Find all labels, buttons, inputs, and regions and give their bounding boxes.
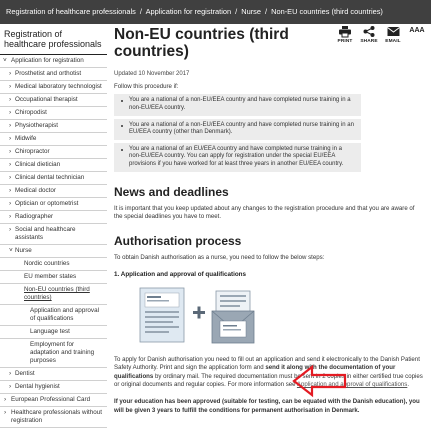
authorisation-heading: Authorisation process <box>114 234 242 249</box>
sidebar-item[interactable] <box>0 172 107 185</box>
chevron-right-icon: › <box>4 396 7 403</box>
breadcrumb-item[interactable]: Nurse <box>241 7 261 16</box>
sidebar-item[interactable] <box>0 271 107 284</box>
sidebar-item[interactable] <box>0 224 107 245</box>
print-button[interactable] <box>333 26 357 44</box>
chevron-right-icon: › <box>9 70 12 77</box>
chevron-right-icon: › <box>9 96 12 103</box>
sidebar-item[interactable] <box>0 245 107 258</box>
sidebar-item[interactable] <box>0 258 107 271</box>
chevron-right-icon: › <box>9 200 12 207</box>
sidebar-item[interactable] <box>0 305 107 326</box>
sidebar-item[interactable] <box>0 339 107 368</box>
list-item: You are a national of a non-EU/EEA country and have completed nurse training in an EU/EEA country (other than Denmark). <box>114 119 361 140</box>
sidebar-item[interactable] <box>0 133 107 146</box>
sidebar-item[interactable] <box>0 394 107 407</box>
breadcrumb-separator: / <box>265 7 268 16</box>
breadcrumb-separator: / <box>235 7 238 16</box>
apply-text-bold: send it along with the documentation of your qualifications <box>114 364 396 380</box>
sidebar-item-label: EU member states <box>24 273 77 280</box>
documents-icon <box>114 285 264 347</box>
sidebar-item-label: Midwife <box>15 135 37 142</box>
step-heading: 1. Application and approval of qualifications <box>114 270 247 278</box>
news-heading: News and deadlines <box>114 184 229 199</box>
sidebar-item[interactable] <box>0 68 107 81</box>
chevron-right-icon: › <box>9 83 12 90</box>
sidebar-item-label: Language test <box>30 328 70 335</box>
sidebar-item-label: Optician or optometrist <box>15 200 79 207</box>
sidebar-item-label: Dentist <box>15 370 35 377</box>
sidebar-item[interactable] <box>0 120 107 133</box>
text-size-button[interactable] <box>405 26 429 35</box>
sidebar-item-label: Healthcare professionals without registration <box>11 409 103 424</box>
print-icon <box>339 26 351 37</box>
sidebar-item[interactable] <box>0 198 107 211</box>
sidebar <box>0 26 107 428</box>
breadcrumb-separator: / <box>139 7 142 16</box>
email-label: EMAIL <box>385 39 401 44</box>
sidebar-item[interactable] <box>0 284 107 305</box>
sidebar-item[interactable] <box>0 159 107 172</box>
sidebar-item[interactable] <box>0 185 107 198</box>
sidebar-item[interactable] <box>0 381 107 394</box>
sidebar-item-label: Medical laboratory technologist <box>15 83 102 90</box>
share-label: SHARE <box>360 39 378 44</box>
follow-text: Follow this procedure if: <box>114 83 179 90</box>
page-title: Non-EU countries (third countries) <box>114 26 289 60</box>
chevron-down-icon: ˅ <box>3 57 7 64</box>
sidebar-item-label: Nordic countries <box>24 260 70 267</box>
breadcrumb-item[interactable]: Application for registration <box>145 7 232 16</box>
chevron-right-icon: › <box>9 109 12 116</box>
sidebar-item-label: Employment for adaptation and training purposes <box>30 341 95 364</box>
main-content <box>114 26 424 415</box>
sidebar-item-label: Dental hygienist <box>15 383 60 390</box>
sidebar-item-label: Non-EU countries (third countries) <box>24 286 90 301</box>
sidebar-item-label: Chiropractor <box>15 148 50 155</box>
apply-text-2: by ordinary mail. The required documentation must be sent in 2 copies in either certified true copies or original documents and regular copies. For more information see <box>114 372 423 388</box>
sidebar-item-label: Application for registration <box>11 57 84 64</box>
sidebar-item[interactable] <box>0 368 107 381</box>
apply-text-1: To apply for Danish authorisation you need to fill out an application and send it electronically to the Danish Patient Safety Authority. Print and sign the application form and <box>114 355 420 372</box>
email-button[interactable] <box>381 26 405 44</box>
news-text: It is important that you keep updated about any changes to the registration procedure and that you are aware of the special deadlines you have to meet. <box>114 204 415 220</box>
sidebar-item-label: Medical doctor <box>15 187 56 194</box>
sidebar-item[interactable] <box>0 55 107 68</box>
approved-text: If your education has been approved (suitable for testing, can be equated with the Danish education), you will be given 3 years to fulfill the conditions for permanent authorisation in Denmark. <box>114 398 420 414</box>
sidebar-item[interactable] <box>0 81 107 94</box>
documents-illustration <box>114 285 424 347</box>
chevron-right-icon: › <box>9 148 12 155</box>
sidebar-item-label: Application and approval of qualifications <box>30 307 99 322</box>
chevron-right-icon: › <box>9 226 12 233</box>
updated-date: Updated 10 November 2017 <box>114 71 190 77</box>
print-label: PRINT <box>337 39 353 44</box>
sidebar-item[interactable] <box>0 107 107 120</box>
sidebar-item[interactable] <box>0 146 107 159</box>
sidebar-item[interactable] <box>0 211 107 224</box>
sidebar-item-label: European Professional Card <box>11 396 91 403</box>
chevron-right-icon: › <box>9 135 12 142</box>
sidebar-item-label: Physiotherapist <box>15 122 59 129</box>
sidebar-item-label: Radiographer <box>15 213 54 220</box>
sidebar-item-label: Nurse <box>15 247 32 254</box>
chevron-right-icon: › <box>9 174 12 181</box>
list-item: You are a national of an EU/EEA country and have completed nurse training in a non-EU/EEA country. You can apply for registration under the special EU/EEA provisions if you have worked for at least three years in another EU/EEA country. <box>114 143 361 172</box>
sidebar-item-label: Prosthetist and orthotist <box>15 70 82 77</box>
chevron-right-icon: › <box>9 213 12 220</box>
sidebar-title[interactable]: Registration of healthcare professionals <box>0 26 107 55</box>
apply-text-end: . <box>407 381 410 388</box>
chevron-right-icon: › <box>9 187 12 194</box>
list-item: You are a national of a non-EU/EEA country and have completed nurse training in a non-EU/EEA country. <box>114 94 361 115</box>
share-button[interactable] <box>357 26 381 44</box>
sidebar-item[interactable] <box>0 94 107 107</box>
authorisation-intro: To obtain Danish authorisation as a nurse, you need to follow the below steps: <box>114 254 325 262</box>
sidebar-item-label: Occupational therapist <box>15 96 78 103</box>
text-size-icon: AAA <box>409 27 425 34</box>
chevron-right-icon: › <box>9 383 12 390</box>
sidebar-item[interactable] <box>0 326 107 339</box>
sidebar-item-label: Clinical dietician <box>15 161 61 168</box>
application-approval-link[interactable]: Application and approval of qualifications <box>296 381 408 388</box>
sidebar-item-label: Social and healthcare assistants <box>15 226 76 241</box>
apply-text <box>114 356 424 390</box>
chevron-right-icon: › <box>4 409 7 416</box>
sidebar-item[interactable] <box>0 407 107 428</box>
chevron-right-icon: › <box>9 370 12 377</box>
sidebar-list <box>0 55 107 428</box>
breadcrumb-item-current: Non-EU countries (third countries) <box>271 7 383 16</box>
sidebar-item-label: Clinical dental technician <box>15 174 85 181</box>
chevron-right-icon: › <box>9 161 12 168</box>
share-icon <box>363 26 375 37</box>
chevron-down-icon: ˅ <box>9 247 13 254</box>
sidebar-item-label: Chiropodist <box>15 109 47 116</box>
red-arrow-annotation <box>292 365 348 397</box>
chevron-right-icon: › <box>9 122 12 129</box>
breadcrumb-item[interactable]: Registration of healthcare professionals <box>6 7 136 16</box>
breadcrumb <box>0 0 431 24</box>
email-icon <box>387 26 400 37</box>
